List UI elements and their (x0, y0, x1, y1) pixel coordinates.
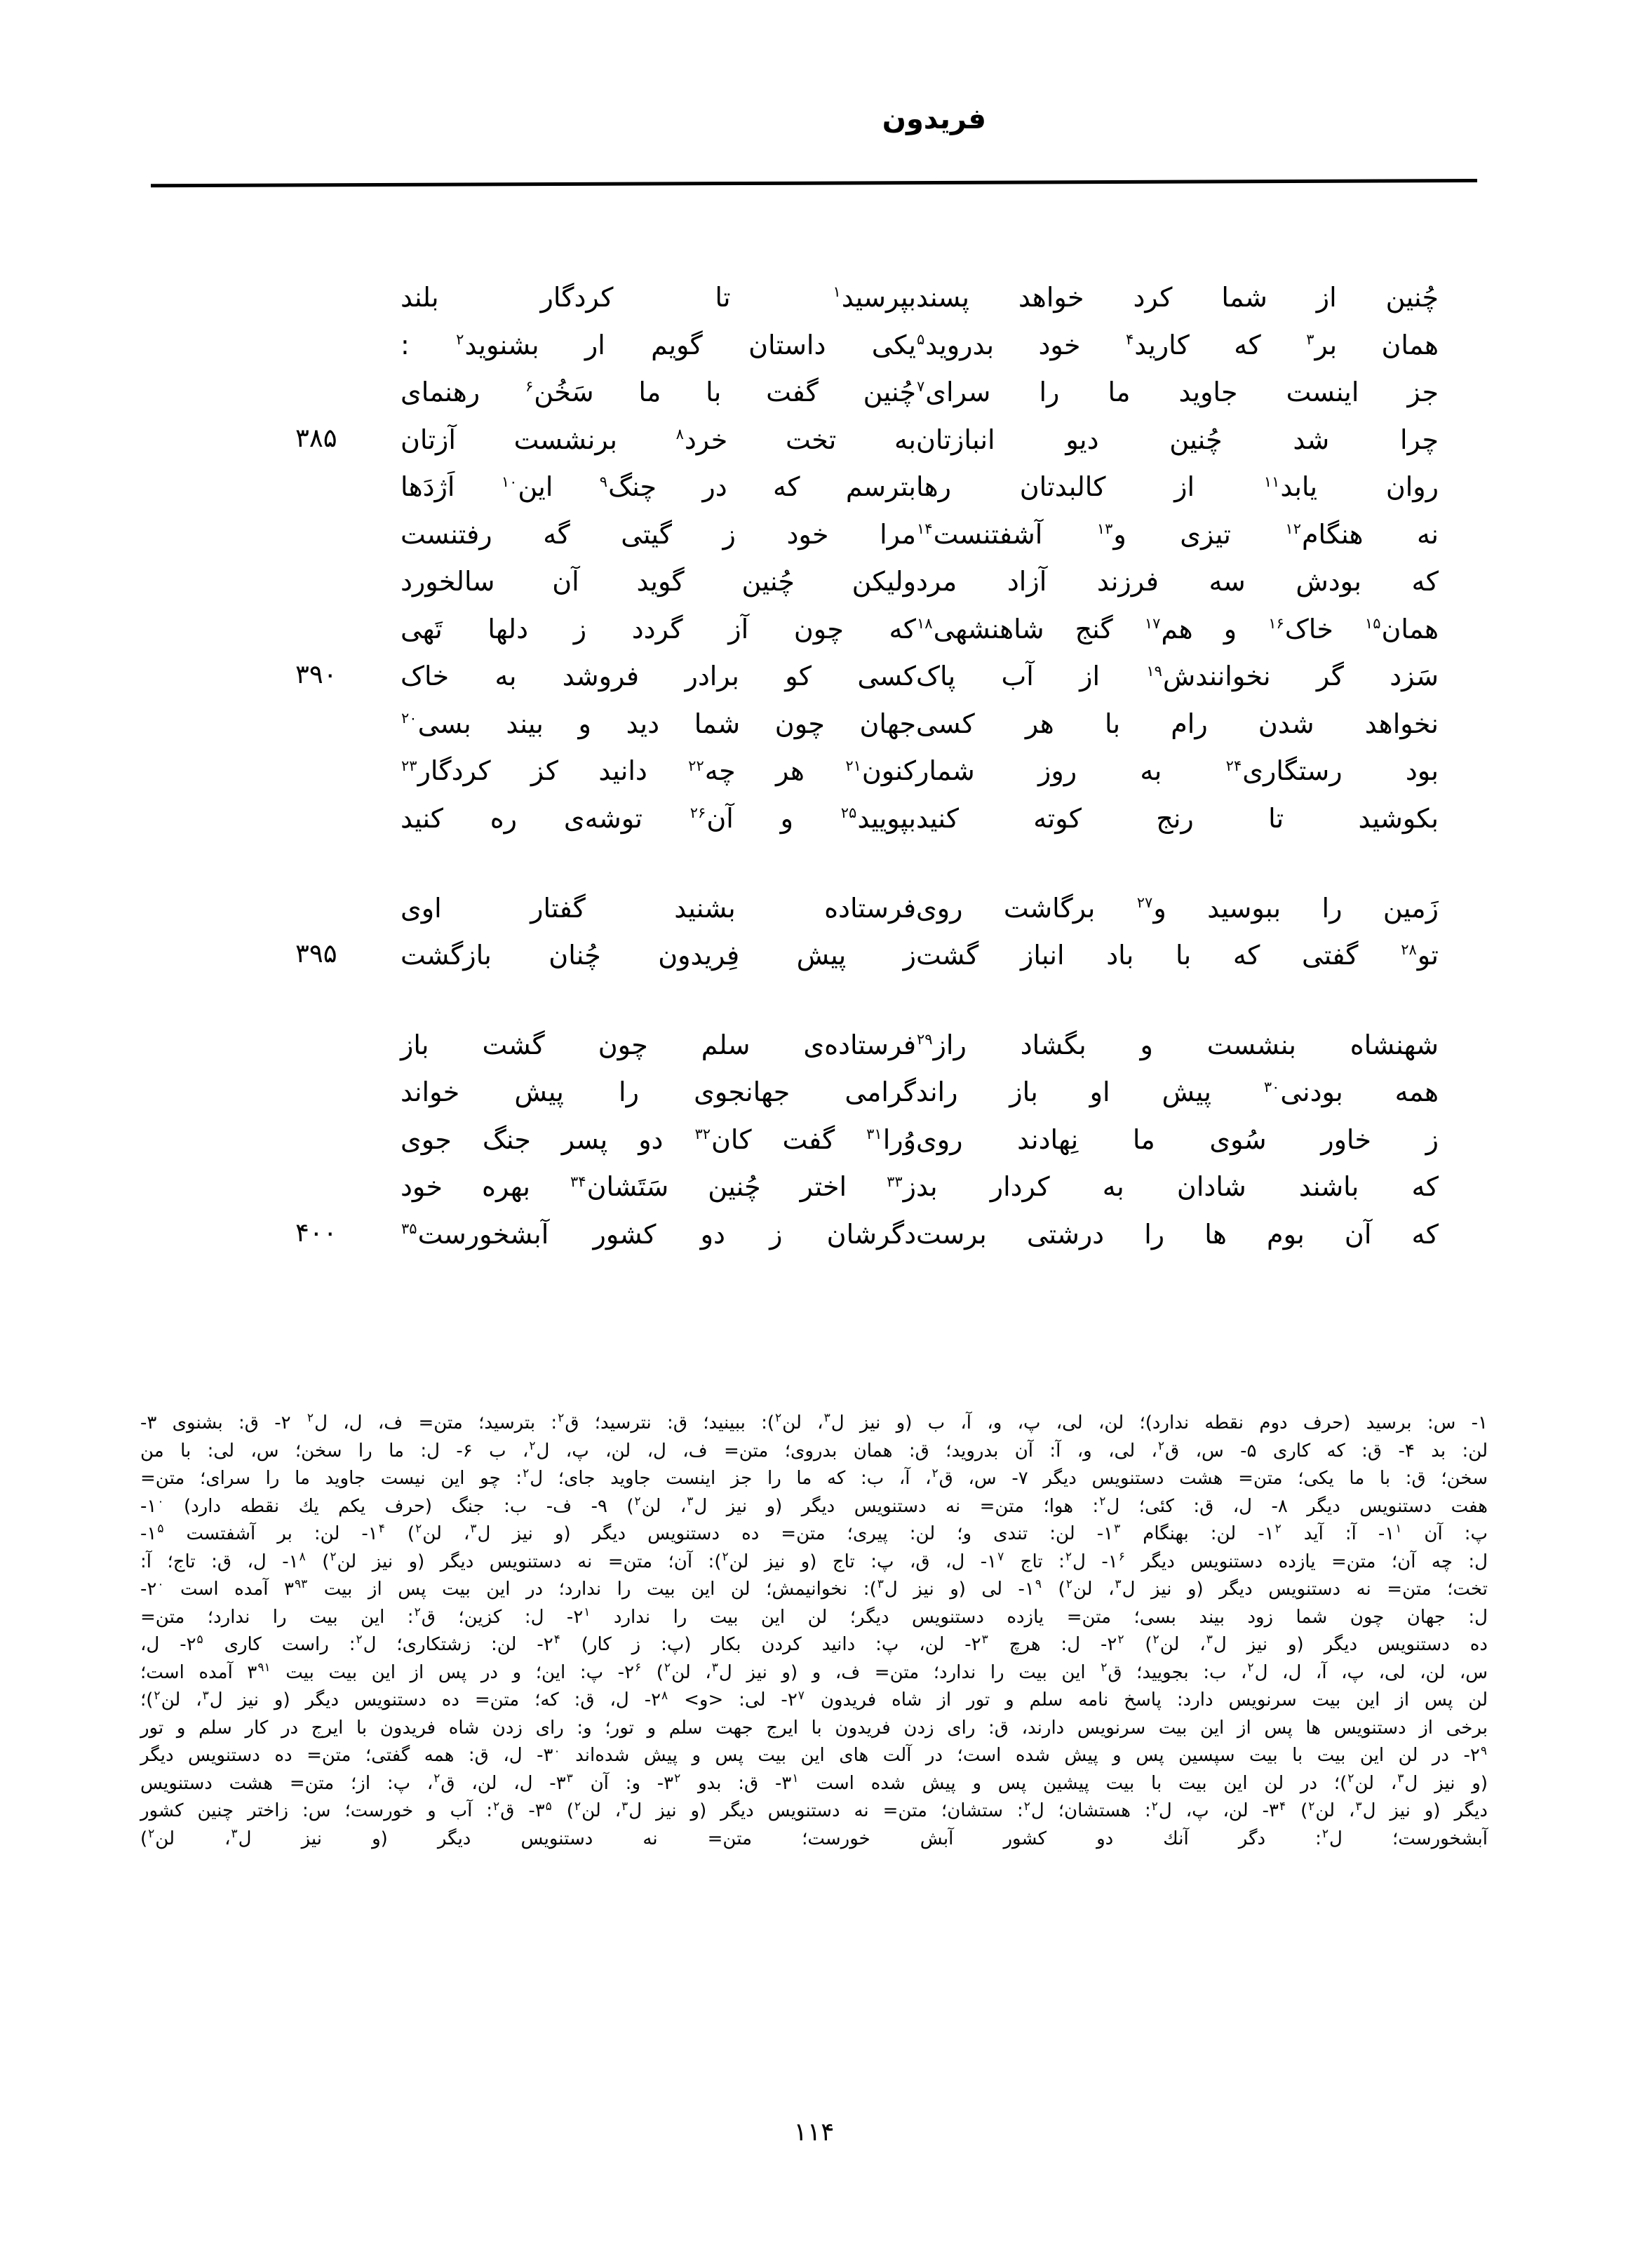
hemistich-first: گرامی جهانجوی را پیش خواند (401, 1076, 916, 1108)
apparatus-line: برخی از دستنویس ها پس از این بیت سرنویس دارند، ق: رای زدن فریدون با ایرج جهت سلم و تور؛ و: رای زدن شاه فریدون با ایرج در کار سلم و تور (140, 1717, 1488, 1739)
hemistich-second: بکوشید تا رنج کوته کنید (916, 803, 1439, 835)
hemistich-first: فرستاده‌ی سلم چون گشت باز (401, 1029, 916, 1060)
apparatus-line: آبشخورست؛ ل$^۲$: دگر آنك دو کشور آبش خورست؛ متن= نه دستنویس دیگر (و نیز ل$^۳$، لن$^۲$) (140, 1827, 1488, 1849)
verse-couplet (151, 700, 1477, 746)
verse-number (277, 795, 401, 802)
verse-number (277, 700, 401, 707)
apparatus-line: ل: چه آن؛ متن= یازده دستنویس دیگر ۱$^۶$- ل$^۲$: تاج ۱$^۷$- ل، ق، پ: تاج (و نیز لن$^۲$): آن؛ متن= نه دستنویس دیگر (و نیز لن$^۲$) ۱$^۸$- ل، ق: تاج؛ آ: (140, 1549, 1488, 1572)
verse-couplet (151, 652, 1477, 698)
critical-apparatus (140, 1410, 1488, 1853)
hemistich-second: بود رستگاری$^{۲۴}$ به روز شمار (916, 755, 1439, 787)
hemistich-second: روان یابد$^{۱۱}$ از کالبدتان رها (916, 471, 1439, 503)
verse-couplet (151, 795, 1477, 841)
hemistich-second: چُنین از شما کرد خواهد پسند (916, 282, 1439, 313)
apparatus-line: پ: آن ۱$^۱$- آ: آید ۱$^۲$- لن: بهنگام ۱$^۳$- لن: تندی و؛ لن: پیری؛ متن= ده دستنویس دیگر (و نیز ل$^۳$، لن$^۲$) ۱$^۴$- لن: بر آشفتست ۱$^۵$- (140, 1522, 1488, 1545)
verse-block (151, 274, 1477, 1257)
hemistich-first: کنون$^{۲۱}$ هر چه$^{۲۲}$ دانید کز کردگار$^{۲۳}$ (401, 755, 916, 787)
hemistich-second: سَزد گر نخوانندش$^{۱۹}$ از آب پاک (916, 661, 1439, 692)
apparatus-line: دیگر (و نیز ل$^۳$، لن$^۲$) ۳$^۴$- لن، پ، ل$^۲$: هستشان؛ ل$^۲$: ستشان؛ متن= نه دستنویس دیگر (و نیز ل$^۳$، لن$^۲$) ۳$^۵$- ق$^۲$: آب و خورست؛ س: زاختر چنین کشور (140, 1799, 1488, 1822)
verse-couplet (151, 1068, 1477, 1114)
verse-number: ۴۰۰ (295, 1217, 337, 1248)
verse-couplet (151, 511, 1477, 557)
hemistich-second: که باشند شادان به کردار بد (916, 1171, 1439, 1203)
verse-number (277, 747, 401, 754)
apparatus-line: هفت دستنویس دیگر ۸- ل، ق: کئی؛ ل$^۲$: هوا؛ متن= نه دستنویس دیگر (و نیز ل$^۳$، لن$^۲$) ۹- ف- ب: جنگ (حرف یکم یك نقطه دارد) ۱$^۰$- (140, 1494, 1488, 1517)
hemistich-second: جز اینست جاوید ما را سرای$^۷$ (917, 377, 1439, 408)
verse-number: ۳۸۵ (295, 422, 337, 453)
hemistich-first: بپویید$^{۲۵}$ و آن$^{۲۶}$ توشه‌ی ره کنید (401, 803, 916, 835)
verse-number (277, 368, 401, 375)
apparatus-line: لن پس از این بیت سرنویس دارد: پاسخ نامه سلم و تور از شاه فریدون ۲$^۷$- لی: <و> ۲$^۸$- ل، ق: که؛ متن= ده دستنویس دیگر (و نیز ل$^۳$، لن$^۲$)؛ (140, 1688, 1488, 1711)
hemistich-first: فرستاده بشنید گفتار اوی (401, 892, 916, 924)
header-rule (151, 179, 1477, 187)
verse-couplet (151, 274, 1477, 320)
hemistich-first: یکی داستان گویم ار بشنوید$^۲$ : (401, 329, 916, 360)
verse-number (277, 605, 401, 612)
hemistich-second: همان$^{۱۵}$ خاک$^{۱۶}$ و هم$^{۱۷}$ گنج شاهنشهی$^{۱۸}$ (917, 613, 1439, 644)
hemistich-first: چُنین گفت با ما سَخُن$^۶$ رهنمای (401, 377, 916, 408)
apparatus-line: لن: بد ۴- ق: که کاری ۵- س، ق$^۲$، لی، و، آ: آن بدروید؛ ق: همان بدروی؛ متن= ف، ل، لن، پ، ل$^۲$، ب ۶- ل: ما را سخن؛ س، لی: با من (140, 1438, 1488, 1462)
hemistich-first: وُرا$^{۳۱}$ گفت کان$^{۳۲}$ دو پسر جنگ جوی (401, 1123, 916, 1155)
hemistich-first: کسی کو برادر فروشد به خاک (401, 661, 916, 692)
verse-couplet (151, 416, 1477, 462)
hemistich-second: نه هنگام$^{۱۲}$ تیزی و$^{۱۳}$ آشفتنست$^{۱۴}$ (917, 518, 1439, 550)
hemistich-second: شهنشاه بنشست و بگشاد راز$^{۲۹}$ (917, 1029, 1439, 1060)
verse-couplet (151, 931, 1477, 978)
hemistich-second: همه بودنی$^{۳۰}$ پیش او باز راند (916, 1076, 1439, 1108)
verse-number (277, 884, 401, 891)
apparatus-line: (و نیز ل$^۳$، لن$^۲$)؛ در لن این بیت با بیت پیشین پس و پیش شده است ۳$^۱$- ق: بدو ۳$^۲$- و: آن ۳$^۳$- ل، لن، ق$^۲$، پ: از؛ متن= هشت دستنویس (140, 1771, 1488, 1794)
hemistich-first: دگرشان ز دو کشور آبشخورست$^{۳۵}$ (401, 1218, 916, 1250)
apparatus-line: ۲$^۹$- در لن این بیت با بیت سپسین پس و پیش شده است؛ در آلت های این بیت پس و پیش شده‌اند ۳$^۰$- ل، ق: همه گفتی؛ متن= ده دستنویس دیگر (140, 1743, 1487, 1767)
hemistich-second: ز خاور سُوی ما نِهادند روی (916, 1123, 1439, 1155)
hemistich-first: بترسم که در چنگ$^۹$ این$^{۱۰}$ اَژدَها (401, 471, 916, 503)
verse-number (277, 1163, 401, 1170)
verse-number (277, 463, 401, 470)
verse-couplet (151, 884, 1477, 931)
running-head-title: فریدون (882, 103, 986, 135)
hemistich-first: ز$^{۳۳}$ اختر چُنین سَتَشان$^{۳۴}$ بهره خود (401, 1171, 917, 1203)
apparatus-line: تخت؛ متن= نه دستنویس دیگر (و نیز ل$^۳$، لن$^۲$) ۱$^۹$- لی (و نیز ل$^۳$): نخوانیمش؛ لن این بیت را ندارد؛ در این بیت پس از بیت ۳$^{۹۳}$ آمده است ۲$^۰$- (140, 1577, 1488, 1600)
verse-couplet (151, 1116, 1477, 1162)
verse-number (277, 274, 401, 281)
verse-number: ۳۹۵ (295, 938, 337, 969)
hemistich-second: چرا شد چُنین دیو انبازتان (916, 424, 1439, 455)
folio-number: ۱۱۴ (793, 2118, 835, 2147)
hemistich-first: به تخت خرد$^۸$ برنشست آزتان (401, 424, 917, 455)
apparatus-line: س، لن، لی، پ، آ، ل، ل$^۲$، ب: بجویید؛ ق$^۲$ این بیت را ندارد؛ متن= ف، و (و نیز ل$^۳$، لن$^۲$) ۲$^۶$- پ: این؛ و در پس از این بیت بیت ۳$^{۹۱}$ آمده است؛ (140, 1660, 1488, 1683)
hemistich-first: ولیکن چُنین گوید آن سالخورد (401, 566, 916, 598)
apparatus-line: ۱- س: برسید (حرف دوم نقطه ندارد)؛ لن، لی، پ، و، آ، ب (و نیز ل$^۳$، لن$^۲$): ببینید؛ ق: نترسید؛ ق$^۲$: بترسید؛ متن= ف، ل، ل$^۲$ ۲- ق: بشنوی ۳- (140, 1411, 1488, 1433)
verse-couplet (151, 321, 1477, 367)
hemistich-second: که آن بوم ها را درشتی برست (916, 1218, 1439, 1250)
hemistich-second: که بودش سه فرزند آزاد مرد (916, 566, 1439, 598)
verse-couplet (151, 605, 1477, 652)
verse-couplet (151, 1021, 1477, 1067)
verse-couplet (151, 558, 1477, 604)
apparatus-line: سخن؛ ق: با ما یکی؛ متن= هشت دستنویس دیگر ۷- س، ق$^۲$، آ، ب: که ما را جز اینست جاوید جای؛ ل$^۲$: چو این نیست جاوید ما را سرای؛ متن= (140, 1466, 1488, 1490)
apparatus-line: ده دستنویس دیگر (و نیز ل$^۳$، لن$^۲$) ۲$^۲$- ل: هرچ ۲$^۳$- لن، پ: دانید کردن بکار (پ: ز کار) ۲$^۴$- لن: زشتکاری؛ ل$^۲$: راست کاری ۲$^۵$- ل، (140, 1633, 1488, 1656)
verse-number (277, 321, 401, 328)
verse-number (277, 558, 401, 565)
hemistich-first: که چون آز گردد ز دلها تَهی (401, 613, 916, 644)
hemistich-second: همان بر$^۳$ که کارید$^۴$ خود بدروید$^۵$ (917, 329, 1439, 360)
hemistich-first: جهان چون شما دید و بیند بسی$^{۲۰}$ (401, 708, 916, 739)
verse-number (277, 1116, 401, 1123)
hemistich-first: مرا خود ز گیتی گه رفتنست (401, 518, 916, 550)
verse-couplet (151, 1210, 1477, 1257)
hemistich-second: نخواهد شدن رام با هر کسی (916, 708, 1439, 739)
hemistich-second: زَمین را ببوسید و$^{۲۷}$ برگاشت روی (916, 892, 1439, 924)
verse-couplet (151, 463, 1477, 509)
page-header (151, 105, 1477, 189)
verse-number (277, 1068, 401, 1075)
apparatus-line: ل: جهان چون شما زود بیند بسی؛ متن= یازده دستنویس دیگر؛ لن این بیت را ندارد ۲$^۱$- ل: کزین؛ ق$^۲$: این بیت را ندارد؛ متن= (140, 1605, 1488, 1628)
verse-couplet (151, 368, 1477, 414)
verse-number: ۳۹۰ (295, 659, 337, 690)
verse-couplet (151, 1163, 1477, 1209)
hemistich-first: بپرسید$^۱$ تا کردگار بلند (401, 282, 916, 313)
hemistich-first: ز پیش فِریدون چُنان بازگشت (401, 940, 916, 971)
verse-number (277, 1021, 401, 1028)
verse-number (277, 511, 401, 518)
verse-couplet (151, 747, 1477, 793)
hemistich-second: تو$^{۲۸}$ گفتی که با باد انباز گشت (916, 940, 1439, 971)
